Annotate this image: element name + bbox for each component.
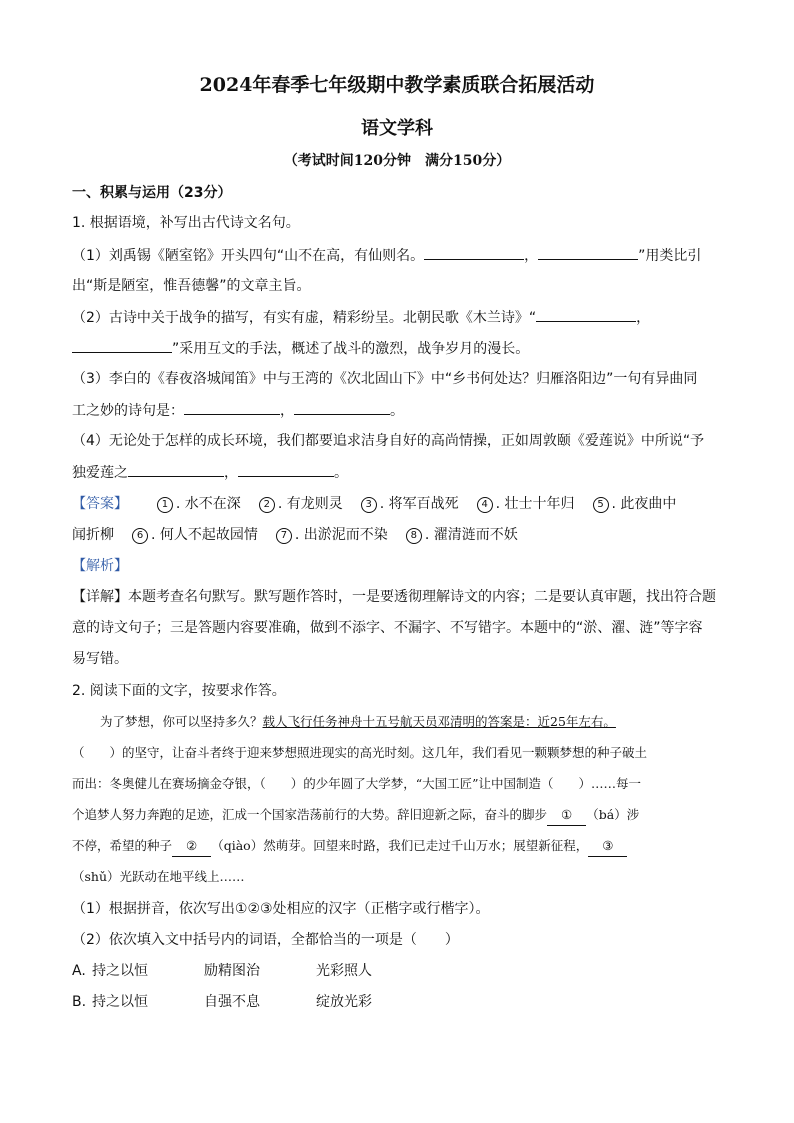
passage-line-1: [100, 712, 616, 732]
answer-blank[interactable]: [538, 245, 638, 260]
passage-text: （qiào）然萌芽。回望来时路，我们已走过千山万水；展望新征程，: [211, 838, 589, 853]
pinyin-blank-2[interactable]: ②: [172, 836, 211, 857]
option-b[interactable]: [72, 992, 372, 1012]
question-2-stem: 2. 阅读下面的文字，按要求作答。: [72, 683, 286, 699]
answer-tag: 【答案】: [72, 496, 128, 512]
answer-line-2: [72, 525, 536, 545]
analysis-line-3: 易写错。: [72, 651, 128, 667]
section-heading: 一、积累与运用（23分）: [72, 185, 232, 201]
question-2-sub-1: （1）根据拼音，依次写出①②③处相应的汉字（正楷字或行楷字）。: [72, 901, 490, 917]
answer-number: 4: [477, 497, 493, 513]
option-word: 自强不息: [204, 994, 260, 1010]
document-title: 2024年春季七年级期中教学素质联合拓展活动: [199, 74, 595, 96]
answer-number: 1: [157, 497, 173, 513]
text: ，: [636, 310, 651, 326]
answer-line-1: [72, 494, 676, 514]
question-1-part-3-cont: [72, 400, 404, 421]
analysis-line-1: [72, 587, 716, 607]
option-word: 光彩照人: [316, 963, 372, 979]
passage-text: 个追梦人努力奔跑的足迹，汇成一个国家浩荡前行的大势。辞旧迎新之际，奋斗的脚步: [72, 807, 548, 822]
question-1-part-1-cont: 出“斯是陋室，惟吾德馨”的文章主旨。: [72, 278, 311, 294]
passage-line-5: [72, 836, 627, 857]
answer-text: . 有龙则灵: [277, 496, 343, 512]
answer-number: 7: [276, 528, 292, 544]
text: ”采用互文的手法，概述了战斗的激烈，战争岁月的漫长。: [172, 341, 530, 357]
question-1-stem: 1. 根据语境，补写出古代诗文名句。: [72, 215, 300, 231]
text: （2）古诗中关于战争的描写，有实有虚，精彩纷呈。北朝民歌《木兰诗》“: [72, 310, 537, 326]
answer-text: . 何人不起故园情: [151, 527, 258, 543]
answer-item: [406, 525, 518, 545]
question-1-part-2-cont: [72, 338, 529, 359]
text: （1）刘禹锡《陋室铭》开头四句“山不在高，有仙则名。: [72, 248, 425, 264]
answer-text: . 水不在深: [175, 496, 241, 512]
answer-text: . 出淤泥而不染: [294, 527, 388, 543]
answer-blank[interactable]: [294, 400, 390, 415]
question-2-sub-2: （2）依次填入文中括号内的词语，全都恰当的一项是（ ）: [72, 932, 459, 948]
option-word: 持之以恒: [92, 963, 148, 979]
question-1-part-4: （4）无论处于怎样的成长环境，我们都要追求洁身自好的高尚情操，正如周敦颐《爱莲说》中所说“予: [72, 433, 705, 449]
answer-item: [157, 494, 241, 514]
answer-item: [132, 525, 258, 545]
passage-text: （bá）涉: [586, 807, 640, 822]
analysis-text: 本题考查名句默写。默写题作答时，一是要透彻理解诗文的内容；二是要认真审题，找出符合题: [128, 589, 716, 605]
answer-item: [593, 494, 677, 514]
option-label: A.: [72, 963, 86, 979]
text: 。: [390, 403, 404, 419]
text: 工之妙的诗句是：: [72, 403, 184, 419]
answer-text: 闻折柳: [72, 527, 114, 543]
passage-text: 不停，希望的种子: [72, 838, 173, 853]
pinyin-blank-1[interactable]: ①: [547, 805, 586, 826]
answer-blank[interactable]: [72, 338, 172, 353]
question-1-part-1: [72, 245, 701, 266]
text: 。: [334, 465, 348, 481]
option-word: 绽放光彩: [316, 994, 372, 1010]
answer-blank[interactable]: [424, 245, 524, 260]
text: ，: [224, 465, 238, 481]
answer-text: . 此夜曲中: [611, 496, 677, 512]
answer-number: 5: [593, 497, 609, 513]
answer-number: 3: [361, 497, 377, 513]
answer-text: . 将军百战死: [379, 496, 459, 512]
passage-underlined-text: 载人飞行任务神舟十五号航天员邓清明的答案是：近25年左右。: [262, 714, 616, 729]
answer-item: [477, 494, 575, 514]
analysis-tag: 【解析】: [72, 558, 128, 574]
text: ，: [280, 403, 294, 419]
answer-number: 6: [132, 528, 148, 544]
answer-blank[interactable]: [128, 462, 224, 477]
exam-info: （考试时间120分钟 满分150分）: [283, 153, 511, 169]
answer-blank[interactable]: [184, 400, 280, 415]
question-1-part-4-cont: [72, 462, 348, 483]
answer-item: [361, 494, 459, 514]
analysis-line-2: 意的诗文句子；三是答题内容要准确，做到不添字、不漏字、不写错字。本题中的“淤、濯、涟”等字容: [72, 620, 703, 636]
answer-blank[interactable]: [536, 307, 636, 322]
answer-blank[interactable]: [238, 462, 334, 477]
question-1-part-3: （3）李白的《春夜洛城闻笛》中与王湾的《次北固山下》中“乡书何处达？归雁洛阳边”一句有异曲同: [72, 371, 698, 387]
option-a[interactable]: [72, 961, 372, 981]
text: ”用类比引: [638, 248, 702, 264]
subject-title: 语文学科: [361, 118, 433, 139]
text: 独爱莲之: [72, 465, 128, 481]
option-word: 持之以恒: [92, 994, 148, 1010]
passage-line-6: （shǔ）光跃动在地平线上……: [72, 869, 245, 884]
answer-text: . 壮士十年归: [495, 496, 575, 512]
text: ，: [524, 248, 539, 264]
answer-number: 2: [259, 497, 275, 513]
passage-line-2: （ ）的坚守，让奋斗者终于迎来梦想照进现实的高光时刻。这几年，我们看见一颗颗梦想的种子破土: [72, 745, 648, 760]
pinyin-blank-3[interactable]: ③: [588, 836, 627, 857]
answer-item: [276, 525, 388, 545]
answer-number: 8: [406, 528, 422, 544]
option-word: 励精图治: [204, 963, 260, 979]
option-label: B.: [72, 994, 87, 1010]
answer-item: [259, 494, 343, 514]
answer-text: . 濯清涟而不妖: [424, 527, 518, 543]
passage-line-4: [72, 805, 639, 826]
question-1-part-2: [72, 307, 650, 328]
detail-tag: 【详解】: [72, 589, 128, 605]
passage-line-3: 而出：冬奥健儿在赛场摘金夺银，（ ）的少年圆了大学梦，“大国工匠”让中国制造（ ）……每一: [72, 776, 642, 791]
passage-text: 为了梦想，你可以坚持多久？: [100, 714, 263, 729]
